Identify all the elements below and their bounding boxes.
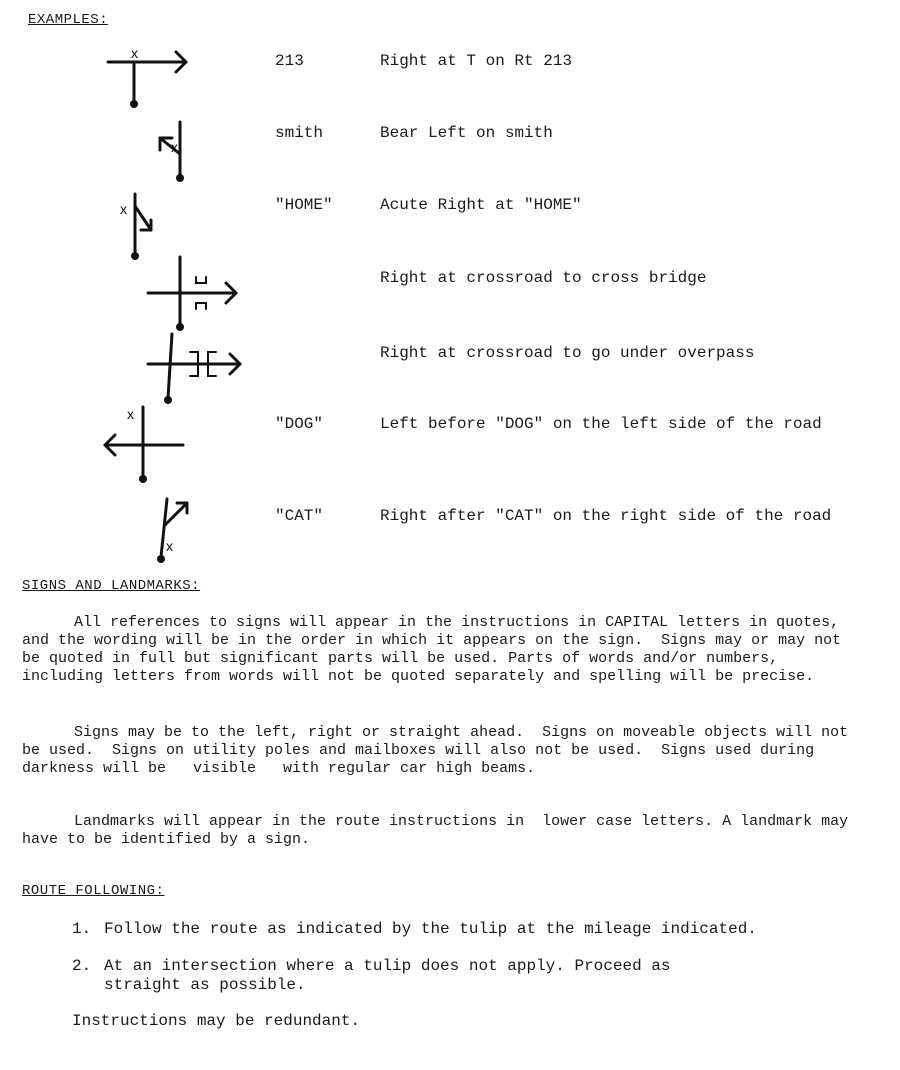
signs-paragraph: All references to signs will appear in the instructions in CAPITAL letters in quotes, and the wording will be in the order in which it appears on the sign. Signs may or may not be quoted in full but significant parts will be used. Parts of words and/or numbers, including letters from words will not be quoted separately and spelling will be precise. — [22, 614, 851, 685]
left-before-sign-icon — [95, 405, 195, 490]
signs-heading: SIGNS AND LANDMARKS: — [22, 578, 201, 594]
examples-heading: EXAMPLES: — [28, 12, 109, 28]
route-item-text: At an intersection where a tulip does not apply. Proceed as — [104, 957, 671, 975]
route-item — [72, 957, 862, 995]
route-note: Instructions may be redundant. — [72, 1012, 361, 1030]
route-item — [72, 920, 862, 939]
example-key: 213 — [275, 52, 304, 70]
route-item-number: 1. — [72, 920, 92, 938]
svg-text:x: x — [171, 139, 178, 155]
example-key: smith — [275, 124, 324, 142]
right-after-sign-icon — [145, 495, 205, 570]
acute-right-icon — [115, 192, 165, 262]
example-description: Right after "CAT" on the right side of the road — [380, 507, 832, 525]
svg-text:x: x — [120, 201, 127, 217]
route-item-number: 2. — [72, 957, 92, 975]
crossroad-bridge-icon — [140, 255, 250, 335]
bear-left-icon — [150, 120, 200, 186]
svg-text:x: x — [131, 45, 138, 61]
signs-paragraph: Signs may be to the left, right or straight ahead. Signs on moveable objects will not be used. Signs on utility poles and mailboxes will also not be used. Signs used during darkness will be visible with regular car high beams. — [22, 724, 858, 777]
crossroad-overpass-icon — [140, 330, 250, 410]
svg-text:x: x — [166, 538, 173, 554]
example-description: Left before "DOG" on the left side of the road — [380, 415, 822, 433]
landmarks-paragraph: Landmarks will appear in the route instructions in lower case letters. A landmark may have to be identified by a sign. — [22, 813, 858, 848]
route-item-continuation: straight as possible. — [104, 976, 306, 994]
example-key: "HOME" — [275, 196, 333, 214]
example-description: Right at crossroad to go under overpass — [380, 344, 755, 362]
example-key: "CAT" — [275, 507, 324, 525]
example-description: Bear Left on smith — [380, 124, 553, 142]
t-right-icon — [100, 45, 200, 113]
example-description: Acute Right at "HOME" — [380, 196, 582, 214]
route-item-text: Follow the route as indicated by the tulip at the mileage indicated. — [104, 920, 757, 938]
example-description: Right at crossroad to cross bridge — [380, 269, 707, 287]
svg-text:x: x — [127, 406, 134, 422]
example-key: "DOG" — [275, 415, 324, 433]
example-description: Right at T on Rt 213 — [380, 52, 573, 70]
route-heading: ROUTE FOLLOWING: — [22, 883, 165, 899]
